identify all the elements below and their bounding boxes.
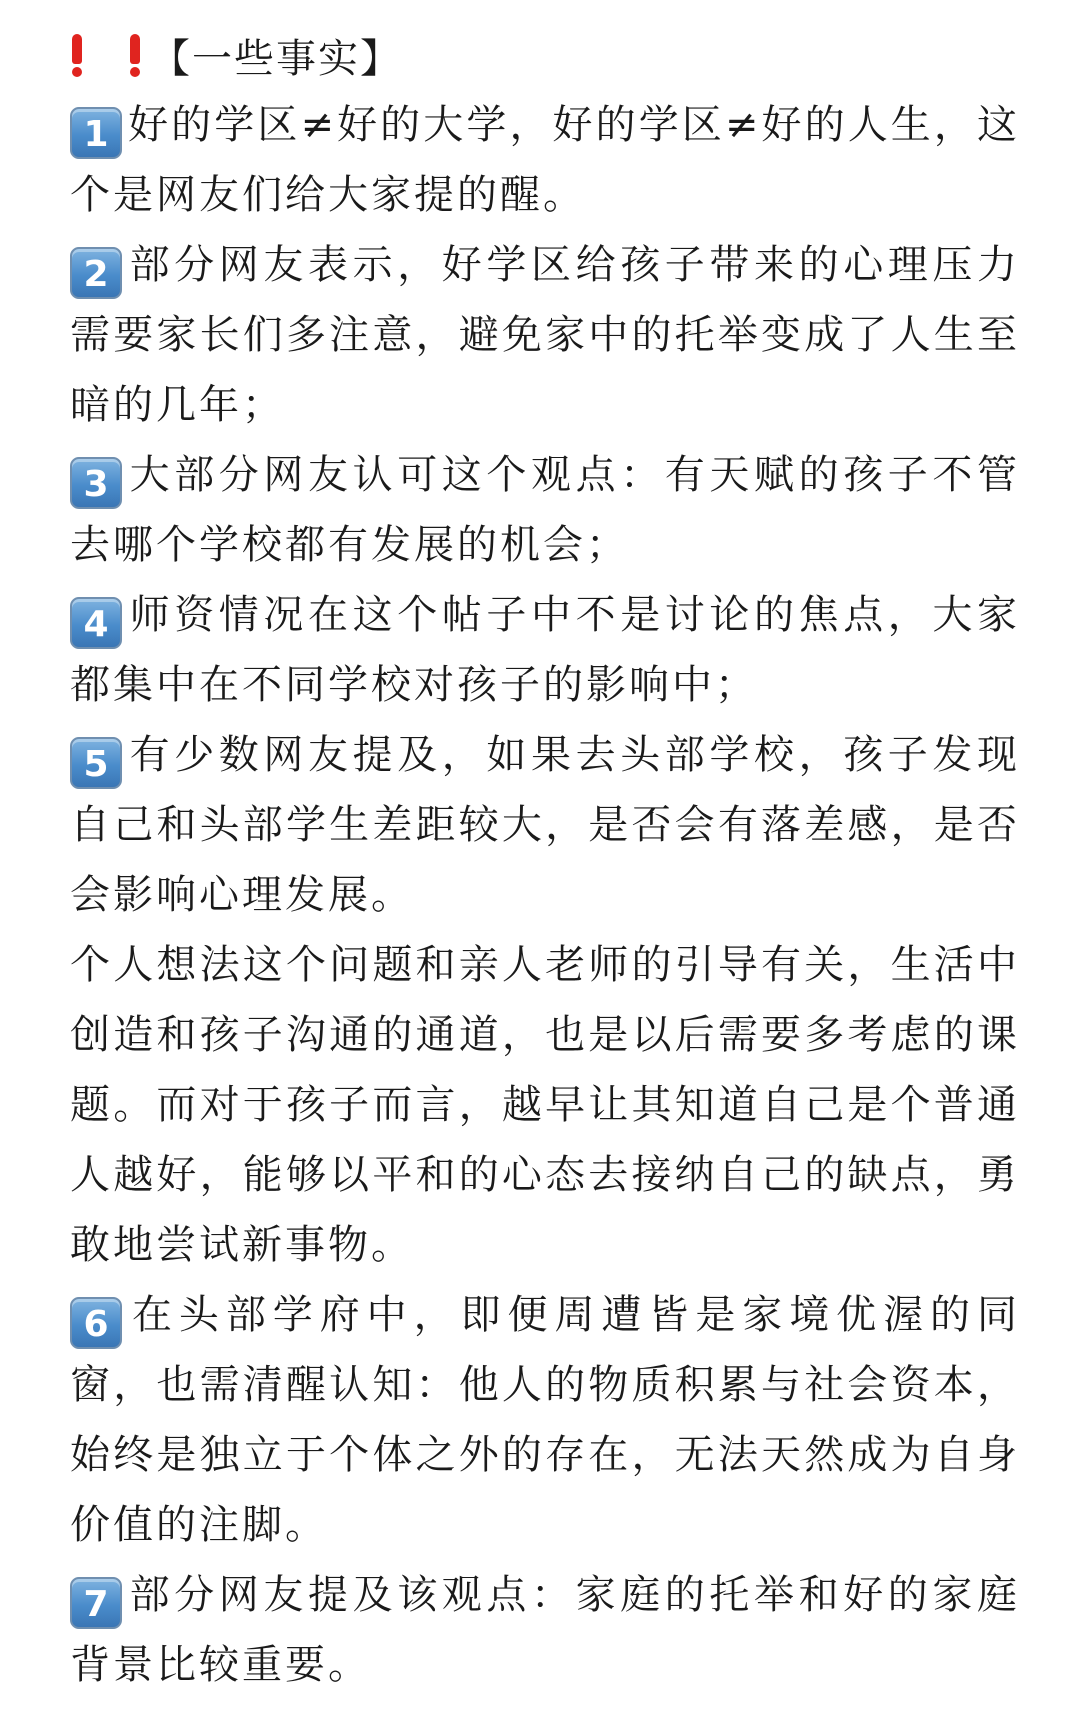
exclamation-icon [70, 34, 84, 76]
fact-item-5 [70, 720, 1020, 930]
fact-text: 师资情况在这个帖子中不是讨论的焦点，大家都集中在不同学校对孩子的影响中； [70, 592, 1020, 708]
fact-item-7 [70, 1560, 1020, 1700]
keycap-1-icon: 1 [70, 107, 122, 159]
fact-text: 部分网友提及该观点：家庭的托举和好的家庭背景比较重要。 [70, 1572, 1020, 1688]
fact-item-6 [70, 1280, 1020, 1560]
fact-item-2 [70, 230, 1020, 440]
keycap-4-icon: 4 [70, 597, 122, 649]
opinion-text: 个人想法这个问题和亲人老师的引导有关，生活中创造和孩子沟通的通道，也是以后需要多考虑的课题。而对于孩子而言，越早让其知道自己是个普通人越好，能够以平和的心态去接纳自己的缺点，勇敢地尝试新事物。 [70, 942, 1020, 1268]
fact-item-4 [70, 580, 1020, 720]
fact-item-3 [70, 440, 1020, 580]
fact-text: 大部分网友认可这个观点：有天赋的孩子不管去哪个学校都有发展的机会； [70, 452, 1020, 568]
post-content [70, 20, 1020, 1700]
keycap-3-icon: 3 [70, 457, 122, 509]
fact-text: 在头部学府中，即便周遭皆是家境优渥的同窗，也需清醒认知：他人的物质积累与社会资本，始终是独立于个体之外的存在，无法天然成为自身价值的注脚。 [70, 1292, 1020, 1548]
exclamation-icon [128, 34, 142, 76]
keycap-5-icon: 5 [70, 737, 122, 789]
fact-text: 好的学区≠好的大学，好的学区≠好的人生，这个是网友们给大家提的醒。 [70, 102, 1020, 218]
keycap-2-icon: 2 [70, 247, 122, 299]
personal-opinion [70, 930, 1020, 1280]
heading-text: 【一些事实】 [150, 35, 402, 82]
keycap-6-icon: 6 [70, 1297, 122, 1349]
fact-item-1 [70, 90, 1020, 230]
section-heading [70, 20, 1020, 90]
fact-text: 有少数网友提及，如果去头部学校，孩子发现自己和头部学生差距较大，是否会有落差感，是否会影响心理发展。 [70, 732, 1020, 918]
keycap-7-icon: 7 [70, 1577, 122, 1629]
fact-text: 部分网友表示，好学区给孩子带来的心理压力需要家长们多注意，避免家中的托举变成了人生至暗的几年； [70, 242, 1020, 428]
